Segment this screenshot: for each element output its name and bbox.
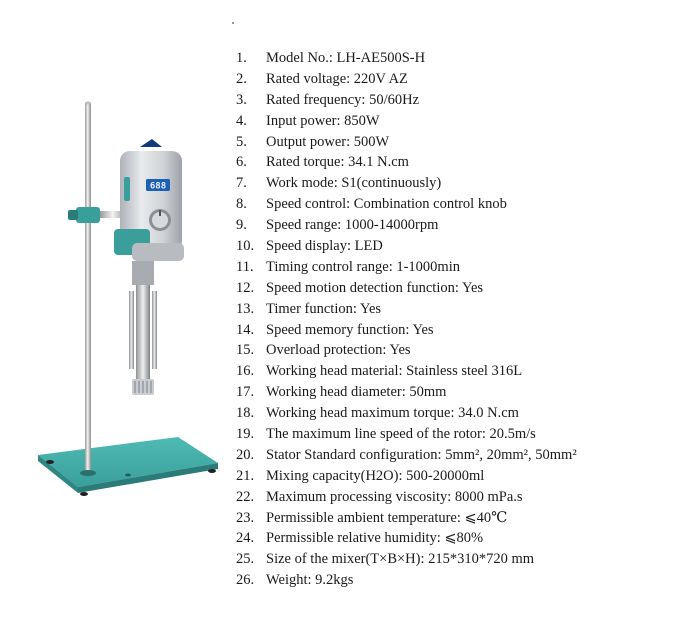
spec-item (236, 508, 696, 529)
spec-number: 17. (236, 384, 255, 401)
homogenizer-illustration (28, 95, 228, 505)
spec-text: Speed control: Combination control knob (266, 196, 507, 213)
spec-number: 21. (236, 467, 255, 484)
spec-text: Work mode: S1(continuously) (266, 175, 442, 192)
spec-number: 3. (236, 91, 247, 108)
control-knob (149, 209, 171, 231)
spec-item (236, 90, 696, 111)
spec-item (236, 48, 696, 69)
spec-text: Speed display: LED (266, 238, 383, 255)
spec-number: 5. (236, 133, 247, 150)
spec-text: Stator Standard configuration: 5mm², 20mm², 50mm² (266, 446, 577, 463)
spec-item (236, 466, 696, 487)
spec-text: Speed motion detection function: Yes (266, 279, 484, 296)
spec-item (236, 194, 696, 215)
spec-number: 6. (236, 154, 247, 171)
spec-item (236, 361, 696, 382)
spec-item (236, 549, 696, 570)
working-head (129, 261, 157, 395)
spec-item (236, 299, 696, 320)
spec-number: 18. (236, 405, 255, 422)
spec-text: Rated frequency: 50/60Hz (266, 91, 420, 108)
spec-item (236, 236, 696, 257)
decorative-dot (232, 22, 234, 24)
spec-number: 2. (236, 70, 247, 87)
spec-item (236, 152, 696, 173)
spec-number: 13. (236, 300, 255, 317)
spec-text: Working head material: Stainless steel 316L (266, 363, 523, 380)
spec-item (236, 320, 696, 341)
spec-item (236, 403, 696, 424)
spec-text: Output power: 500W (266, 133, 390, 150)
spec-text: Rated torque: 34.1 N.cm (266, 154, 409, 171)
spec-number: 19. (236, 426, 255, 443)
spec-text: Size of the mixer(T×B×H): 215*310*720 mm (266, 551, 535, 568)
spec-text: Model No.: LH-AE500S-H (266, 50, 426, 66)
spec-text: The maximum line speed of the rotor: 20.5m/s (266, 426, 536, 443)
spec-number: 25. (236, 551, 255, 568)
spec-number: 10. (236, 238, 255, 255)
spec-item (236, 257, 696, 278)
spec-text: Working head diameter: 50mm (266, 384, 447, 401)
spec-number: 12. (236, 279, 255, 296)
spec-number: 22. (236, 488, 255, 505)
spec-text: Overload protection: Yes (266, 342, 411, 359)
spec-item (236, 487, 696, 508)
spec-text: Timing control range: 1-1000min (266, 258, 460, 275)
spec-text: Mixing capacity(H2O): 500-20000ml (266, 467, 485, 484)
spec-text: Timer function: Yes (266, 300, 382, 317)
stand-base (38, 437, 218, 496)
spec-text: Working head maximum torque: 34.0 N.cm (266, 405, 519, 422)
spec-text: Permissible relative humidity: ⩽80% (266, 530, 484, 547)
motor-housing (114, 139, 184, 261)
spec-number: 7. (236, 175, 247, 192)
spec-number: 20. (236, 446, 255, 463)
spec-text: Maximum processing viscosity: 8000 mPa.s (266, 488, 523, 505)
spec-item (236, 570, 696, 591)
spec-text: Input power: 850W (266, 112, 380, 129)
spec-number: 14. (236, 321, 255, 338)
spec-item (236, 528, 696, 549)
spec-number: 24. (236, 530, 255, 547)
spec-item (236, 173, 696, 194)
spec-text: Speed range: 1000-14000rpm (266, 217, 439, 234)
spec-number: 23. (236, 509, 255, 526)
spec-number: 8. (236, 196, 247, 213)
spec-number: 1. (236, 50, 247, 66)
spec-list (236, 48, 696, 591)
spec-item (236, 69, 696, 90)
spec-text: Rated voltage: 220V AZ (266, 70, 408, 87)
speed-display (146, 179, 170, 192)
spec-item (236, 382, 696, 403)
spec-item (236, 340, 696, 361)
spec-text: Weight: 9.2kgs (266, 572, 354, 589)
spec-number: 26. (236, 572, 255, 589)
spec-text: Permissible ambient temperature: ⩽40℃ (266, 509, 508, 526)
spec-item (236, 278, 696, 299)
speed-display-value: 688 (149, 181, 167, 192)
spec-item (236, 111, 696, 132)
stand-rod (80, 102, 96, 477)
spec-item (236, 445, 696, 466)
spec-number: 15. (236, 342, 255, 359)
spec-text: Speed memory function: Yes (266, 321, 434, 338)
spec-number: 11. (236, 258, 254, 275)
spec-item (236, 215, 696, 236)
spec-number: 4. (236, 112, 247, 129)
spec-number: 16. (236, 363, 255, 380)
spec-number: 9. (236, 217, 247, 234)
spec-item (236, 424, 696, 445)
spec-item (236, 132, 696, 153)
